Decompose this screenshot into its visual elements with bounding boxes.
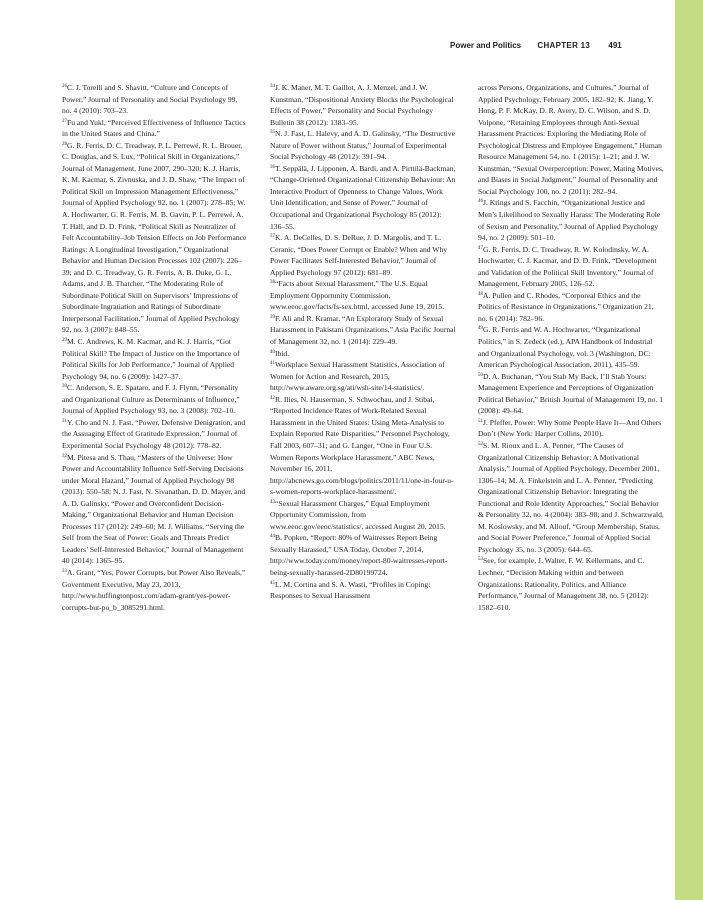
endnote-number: 52 xyxy=(478,441,483,447)
endnote xyxy=(270,359,456,394)
endnote xyxy=(62,452,248,567)
endnote-number: 46 xyxy=(478,199,483,205)
endnote-text: M. Pitesa and S. Thau, “Masters of the Universe: How Power and Accountability Influence Self-Serving Decisions under Moral Hazard,” Journal of Applied Psychology 98 (2013): 550–58; N. J. Fast, N. Sivanathan, D. D. Mayer, and A. D. Galinsky, “Power and Overconfident Decision-Making,” Organizational Behavior and Human Decision Processes 117 (2012): 249–60; M. J. Williams, “Serving the Self from the Seat of Power: Goals and Threats Predict Leaders’ Self-Interested Behavior,” Journal of Management 40 (2014): 1365–95. xyxy=(62,452,246,566)
endnote xyxy=(270,498,456,533)
endnote-text: See, for example, J. Walter, F. W. Kellermans, and C. Lechner, “Decision Making within and between Organizations: Rationality, Politics, and Alliance Performance,” Journal of Management 38, no. 5 (2012): 1582–610. xyxy=(478,556,649,612)
chapter-label: CHAPTER 13 xyxy=(537,41,591,50)
endnote xyxy=(270,579,456,602)
endnote-text: D. A. Buchanan, “You Stab My Back, I’ll Stab Yours: Management Experience and Perceptions of Organization Political Behavior,” British Journal of Management 19, no. 1 (2008): 49–64. xyxy=(478,371,664,416)
endnote-number: 43 xyxy=(270,499,275,505)
endnote-number: 37 xyxy=(270,234,275,240)
running-head xyxy=(450,41,670,55)
endnote-number: 27 xyxy=(62,118,67,124)
endnote-number: 40 xyxy=(270,349,275,355)
endnote xyxy=(270,82,456,128)
endnote-text: M. C. Andrews, K. M. Kacmar, and K. J. Harris, “Got Political Skill? The Impact of Justice on the Importance of Political Skills for Job Performance,” Journal of Applied Psychology 94, no. 6 (2009): 1427–37. xyxy=(62,337,240,381)
endnote-number: 28 xyxy=(62,141,67,147)
endnote-number: 34 xyxy=(270,84,275,89)
endnote-number: 53 xyxy=(478,557,483,563)
endnote xyxy=(270,128,456,163)
endnote-number: 42 xyxy=(270,395,275,401)
endnote xyxy=(270,348,456,360)
endnote-number: 50 xyxy=(478,372,483,378)
endnote xyxy=(62,82,248,117)
endnote-text: N. J. Fast, L. Halevy, and A. D. Galinsky, “The Destructive Nature of Power without Status,” Journal of Experimental Social Psychology 48 (2012): 391–94. xyxy=(270,129,455,162)
endnote-text: K. A. DeCelles, D. S. DeRue, J. D. Margolis, and T. L. Ceranic, “Does Power Corrupt or Enable? When and Why Power Facilitates Self-Interested Behavior,” Journal of Applied Psychology 97 (2012): 681–89. xyxy=(270,233,448,277)
endnote-number: 31 xyxy=(62,418,67,424)
endnote-text: F. Ali and R. Kramar, “An Exploratory Study of Sexual Harassment in Pakistani Organizations,” Asia Pacific Journal of Management 32, no. 1 (2014): 229–49. xyxy=(270,313,456,347)
endnote-text: Y. Cho and N. J. Fast, “Power, Defensive Denigration, and the Assuaging Effect of Gratitude Expression,” Journal of Experimental Social Psychology 48 (2012): 778–82. xyxy=(62,417,246,450)
endnote xyxy=(478,197,664,243)
endnote xyxy=(270,313,456,348)
endnote-text: Fu and Yukl, “Perceived Effectiveness of Influence Tactics in the United States and China.” xyxy=(62,117,246,139)
endnote xyxy=(62,140,248,336)
endnote xyxy=(62,567,248,613)
endnote-number: 47 xyxy=(478,245,483,251)
endnote xyxy=(478,244,664,290)
endnote-text: A. Grant, “Yes, Power Corrupts, but Power Also Reveals,” Government Executive, May 23, 2013, http://www.huffingtonpost.com/adam-grant/yes-power-corrupts-but-po_b_3085291.html. xyxy=(62,567,246,612)
endnote xyxy=(270,532,456,578)
endnote xyxy=(270,163,456,232)
endnote-text: R. Ilies, N. Hauserman, S. Schwochau, and J. Stibal, “Reported Incidence Rates of Work-Related Sexual Harassment in the United States: Using Meta-Analysis to Explain Reported Rate Disparities,” Personnel Psychology, Fall 2003, 607–31; and G. Langer, “One in Four U.S. Women Reports Workplace Harassment,” ABC News, November 16, 2011, http://abcnews.go.com/blogs/politics/2011/11/one-in-four-u-s-women-reports-workplace-harassment/. xyxy=(270,394,454,497)
endnotes-column-1 xyxy=(62,82,248,613)
endnote-text: T. Seppälä, J. Lipponen, A. Bardi, and A. Pirttilä-Backman, “Change-Oriented Organizational Citizenship Behaviour: An Interactive Product of Openness to Change Values, Work Unit Identification, and Sense of Power,” Journal of Occupational and Organizational Psychology 85 (2012): 136–55. xyxy=(270,163,456,231)
endnote-text: A. Pullen and C. Rhodes, “Corporeal Ethics and the Politics of Resistance in Organizations,” Organization 21, no. 6 (2014): 782–96. xyxy=(478,290,654,323)
endnote-number: 41 xyxy=(270,361,275,367)
endnote-number: 30 xyxy=(62,384,67,390)
endnote-text: C. Anderson, S. E. Spataro, and F. J. Flynn, “Personality and Organizational Culture as Determinants of Influence,” Journal of Applied Psychology 93, no. 3 (2008): 702–10. xyxy=(62,383,240,416)
endnote xyxy=(62,336,248,382)
endnote xyxy=(478,417,664,440)
endnote-number: 49 xyxy=(478,326,483,332)
endnote-text: Workplace Sexual Harassment Statistics, Association of Women for Action and Research, 2015, http://www.aware.org.sg/ati/wsh-site/14-statistics/. xyxy=(270,360,445,393)
endnote xyxy=(270,278,456,313)
endnotes-column-2 xyxy=(270,82,456,602)
endnote-text: G. R. Ferris and W. A. Hochwarter, “Organizational Politics,” in S. Zedeck (ed.), APA Handbook of Industrial and Organizational Psychology, vol. 3 (Washington, DC: American Psychological Association, 2011), 435–59. xyxy=(478,325,653,370)
endnote-text: across Persons, Organizations, and Cultures,” Journal of Applied Psychology, February 2005, 182–92; K. Jiang, Y. Hong, P. F. McKay, D. R. Avery, D. C. Wilson, and S. D. Volpone, “Retaining Employees through Anti-Sexual Harassment Practices: Exploring the Mediating Role of Psychological Distress and Employee Engagement,” Human Resource Management 54, no. 1 (2015): 1–21; and J. W. Kunstman, “Sexual Overperception: Power, Mating Motives, and Biases in Social Judgment,” Journal of Personality and Social Psychology 100, no. 2 (2011): 282–94. xyxy=(478,83,664,196)
endnote xyxy=(478,440,664,555)
endnote-number: 48 xyxy=(478,291,483,297)
endnote-number: 45 xyxy=(270,580,275,586)
endnote-number: 39 xyxy=(270,314,275,320)
endnote-text: G. R. Ferris, D. C. Treadway, R. W. Kolodinsky, W. A. Hochwarter, C. J. Kacmar, and D. D. Frink, “Development and Validation of the Political Skill Inventory,” Journal of Management, February 2005, 126–52. xyxy=(478,244,657,289)
endnote-number: 38 xyxy=(270,280,275,286)
endnote-text: G. R. Ferris, D. C. Treadway, P. L. Perrewé, R. L. Brouer, C. Douglas, and S. Lux, “Political Skill in Organizations,” Journal of Management, June 2007, 290–320; K. J. Harris, K. M. Kacmar, S. Zivnuska, and J. D. Shaw, “The Impact of Political Skill on Impression Management Effectiveness,” Journal of Applied Psychology 92, no. 1 (2007): 278–85; W. A. Hochwarter, G. R. Ferris, M. B. Gavin, P. L. Perrewé, A. T. Hall, and D. D. Frink, “Political Skill as Neutralizer of Felt Accountability–Job Tension Effects on Job Performance Ratings: A Longitudinal Investigation,” Organizational Behavior and Human Decision Processes 102 (2007): 226–39; and D. C. Treadway, G. R. Ferris, A. B. Duke, G. L. Adams, and J. B. Thatcher, “The Moderating Role of Subordinate Political Skill on Supervisors’ Impressions of Subordinate Ingratiation and Ratings of Subordinate Interpersonal Facilitation,” Journal of Applied Psychology 92, no. 3 (2007): 848–55. xyxy=(62,140,247,335)
endnote xyxy=(62,417,248,452)
chapter-side-tab xyxy=(675,0,703,900)
endnote-text: “Facts about Sexual Harassment,” The U.S. Equal Employment Opportunity Commission, www.eeoc.gov/facts/fs-sex.html, accessed June 19, 2015. xyxy=(270,279,445,312)
endnote-number: 32 xyxy=(62,453,67,459)
endnote-text: Ibid. xyxy=(275,348,290,358)
endnote-text: C. J. Torelli and S. Shavitt, “Culture and Concepts of Power,” Journal of Personality and Social Psychology 99, no. 4 (2010): 703–23. xyxy=(62,83,238,116)
endnote-text: “Sexual Harassment Charges,” Equal Employment Opportunity Commission, from www.eeoc.gov/eeoc/statistics/, accessed August 20, 2015. xyxy=(270,498,446,531)
endnote-text: L. M. Cortina and S. A. Wasti, “Profiles in Coping: Responses to Sexual Harassment xyxy=(270,579,431,601)
endnote xyxy=(478,82,664,197)
endnote-text: B. Popken, “Report: 80% of Waitresses Report Being Sexually Harassed,” USA Today, October 7, 2014, http://www.today.com/money/report-80-waitresses-report-being-sexually-harassed-2D80199724. xyxy=(270,533,448,577)
endnote xyxy=(270,232,456,278)
endnote-text: J. K. Maner, M. T. Gaillot, A. J. Menzel, and J. W. Kunstman, “Dispositional Anxiety Blocks the Psychological Effects of Power,” Personality and Social Psychology Bulletin 38 (2012): 1383–95. xyxy=(270,83,454,127)
endnote xyxy=(62,382,248,417)
endnote-number: 35 xyxy=(270,130,275,136)
endnote-number: 26 xyxy=(62,84,67,89)
page-number: 491 xyxy=(608,41,622,50)
endnote xyxy=(478,555,664,613)
endnote-number: 36 xyxy=(270,164,275,170)
endnote-number: 44 xyxy=(270,534,275,540)
endnote xyxy=(478,324,664,370)
chapter-title: Power and Politics xyxy=(450,41,522,50)
endnote xyxy=(270,394,456,498)
endnote-text: J. Pfeffer, Power: Why Some People Have It—And Others Don’t (New York: Harper Collins, 2010). xyxy=(478,417,662,439)
endnote-number: 29 xyxy=(62,338,67,344)
endnote-number: 33 xyxy=(62,568,67,574)
endnote xyxy=(478,290,664,325)
endnote-number: 51 xyxy=(478,418,483,424)
endnotes-column-3 xyxy=(478,82,664,613)
endnote xyxy=(478,371,664,417)
endnote-text: S. M. Rioux and L. A. Penner, “The Causes of Organizational Citizenship Behavior: A Motivational Analysis,” Journal of Applied Psychology, December 2001, 1306–14; M. A. Finkelstein and L. A. Penner, “Predicting Organizational Citizenship Behavior: Integrating the Functional and Role Identity Approaches,” Social Behavior & Personality 32, no. 4 (2004): 383–98; and J. Schwarzwald, M. Koslowsky, and M. Allouf, “Group Membership, Status, and Social Power Preference,” Journal of Applied Social Psychology 35, no. 3 (2005): 644–65. xyxy=(478,440,664,554)
endnote-text: J. Krings and S. Facchin, “Organizational Justice and Men’s Likelihood to Sexually Harass: The Moderating Role of Sexism and Personality,” Journal of Applied Psychology 94, no. 2 (2009): 501–10. xyxy=(478,198,661,243)
endnote xyxy=(62,117,248,140)
